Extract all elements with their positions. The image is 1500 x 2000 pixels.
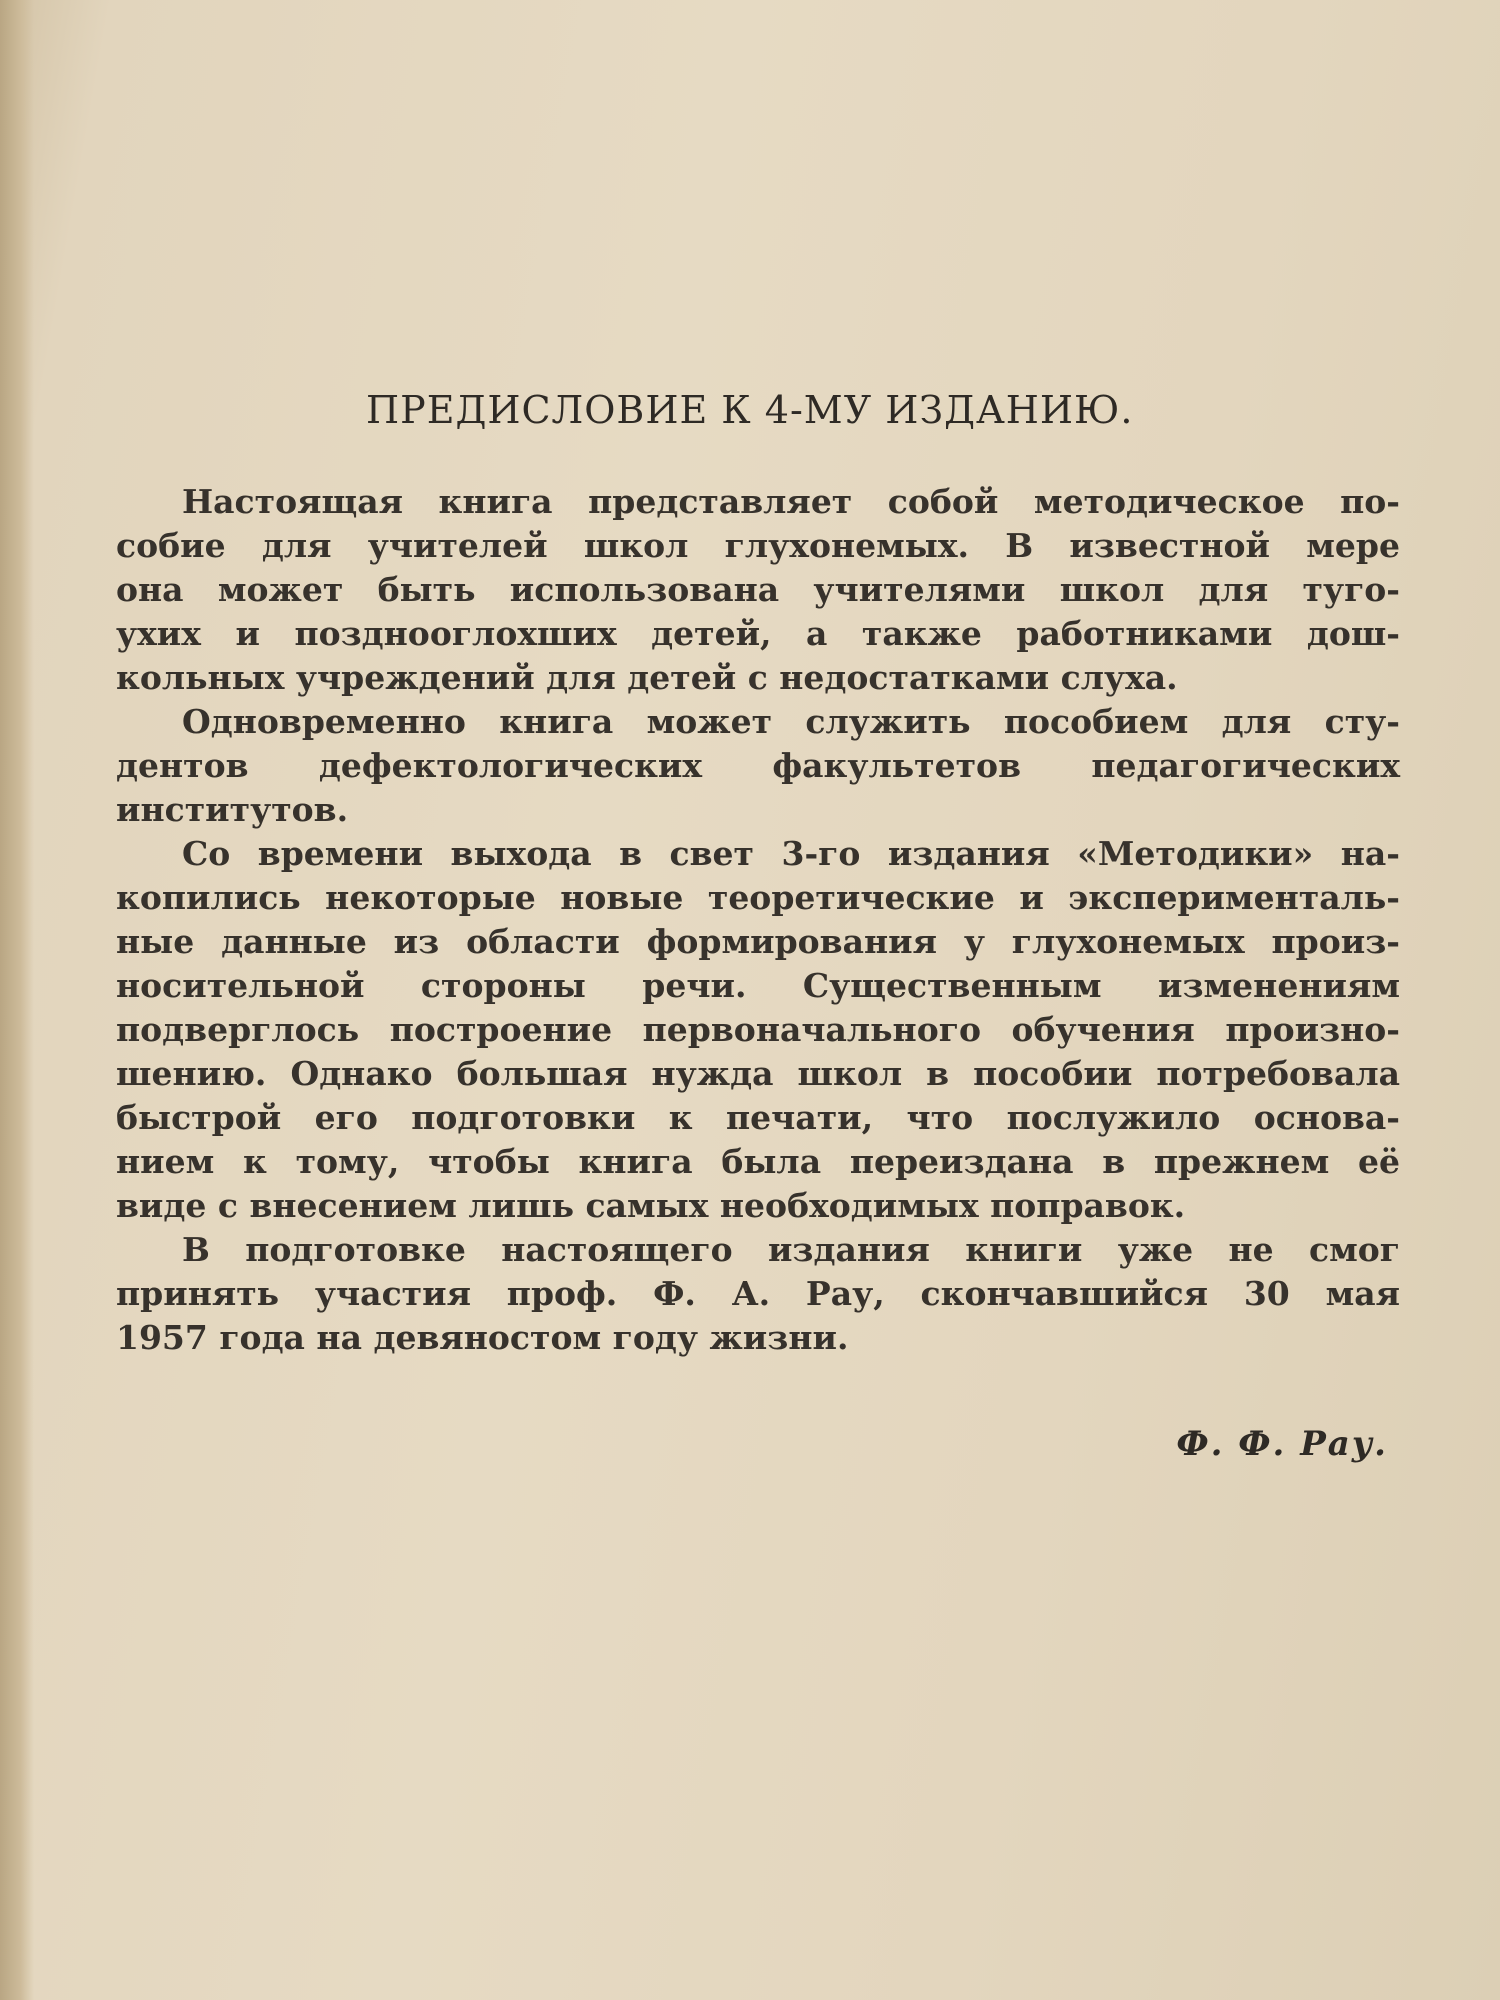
- author-signature: Ф. Ф. Рау.: [1176, 1424, 1388, 1464]
- text-line: Одновременно книга может служить пособием для сту-: [182, 702, 1400, 741]
- text-line: подверглось построение первоначального обучения произно-: [116, 1010, 1400, 1049]
- text-line: нием к тому, чтобы книга была переиздана в прежнем её: [116, 1142, 1400, 1181]
- text-line: институтов.: [116, 790, 349, 829]
- text-line: Со времени выхода в свет 3-го издания «Методики» на-: [182, 834, 1400, 873]
- text-line: виде с внесением лишь самых необходимых поправок.: [116, 1186, 1186, 1225]
- text-line: собие для учителей школ глухонемых. В известной мере: [116, 526, 1400, 565]
- preface-body: [116, 480, 1400, 1360]
- text-line: она может быть использована учителями школ для туго-: [116, 570, 1400, 609]
- text-line: шению. Однако большая нужда школ в пособии потребовала: [116, 1054, 1400, 1093]
- text-line: Настоящая книга представляет собой методическое по-: [182, 482, 1400, 521]
- text-line: дентов дефектологических факультетов педагогических: [116, 746, 1400, 785]
- text-line: 1957 года на девяностом году жизни.: [116, 1318, 849, 1357]
- text-line: кольных учреждений для детей с недостатками слуха.: [116, 658, 1178, 697]
- paragraph-1: [116, 480, 1400, 700]
- text-line: принять участия проф. Ф. А. Рау, скончавшийся 30 мая: [116, 1274, 1400, 1313]
- paragraph-2: [116, 700, 1400, 832]
- text-line: ные данные из области формирования у глухонемых произ-: [116, 922, 1400, 961]
- text-line: ухих и позднооглохших детей, а также работниками дош-: [116, 614, 1400, 653]
- page-gutter-shadow: [0, 0, 34, 2000]
- text-line: В подготовке настоящего издания книги уже не смог: [182, 1230, 1400, 1269]
- paragraph-4: [116, 1228, 1400, 1360]
- text-line: быстрой его подготовки к печати, что послужило основа-: [116, 1098, 1400, 1137]
- paragraph-3: [116, 832, 1400, 1228]
- page-title: ПРЕДИСЛОВИЕ К 4-МУ ИЗДАНИЮ.: [366, 388, 1134, 432]
- text-line: копились некоторые новые теоретические и эксперименталь-: [116, 878, 1400, 917]
- text-line: носительной стороны речи. Существенным изменениям: [116, 966, 1400, 1005]
